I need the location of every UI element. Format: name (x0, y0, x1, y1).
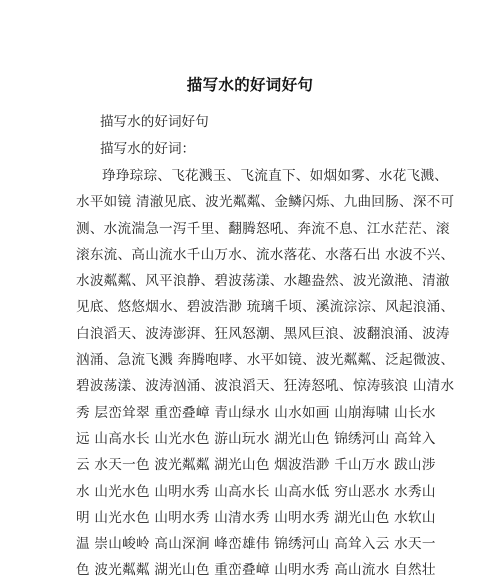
text-line: 温 崇山峻岭 高山深涧 峰峦雄伟 锦绣河山 高耸入云 水天一 (76, 536, 436, 553)
text-line: 水平如镜 清澈见底、波光粼粼、金鳞闪烁、九曲回肠、深不可 (76, 194, 455, 211)
text-line: 见底、悠悠烟水、碧波浩渺 琉璃千顷、溪流淙淙、风起浪涌、 (76, 299, 455, 316)
word-list-paragraph (76, 167, 455, 588)
subheading-paragraph: 描写水的好词： (100, 141, 196, 157)
text-line: 水波粼粼、风平浪静、碧波荡漾、水趣盎然、波光潋滟、清澈 (76, 273, 450, 290)
text-line: 云 水天一色 波光粼粼 湖光山色 烟波浩渺 千山万水 跋山涉 (76, 457, 436, 474)
page-title: 描写水的好词好句 (186, 76, 314, 94)
text-line: 汹涌、急流飞溅 奔腾咆哮、水平如镜、波光粼粼、泛起微波、 (76, 352, 455, 369)
text-line: 测、水流湍急一泻千里、翻腾怒吼、奔流不息、江水茫茫、滚 (76, 220, 450, 237)
text-line: 琤琤琮琮、飞花溅玉、飞流直下、如烟如雾、水花飞溅、 (102, 168, 449, 184)
text-line: 碧波荡漾、波涛汹涌、波浪滔天、狂涛怒吼、惊涛骇浪 山清水 (76, 378, 455, 395)
text-line: 秀 层峦耸翠 重峦叠嶂 青山绿水 山水如画 山崩海啸 山长水 (76, 404, 436, 421)
text-line: 远 山高水长 山光水色 游山玩水 湖光山色 锦绣河山 高耸入 (76, 430, 436, 447)
text-line: 水 山光水色 山明水秀 山高水长 山高水低 穷山恶水 水秀山 (76, 483, 436, 500)
text-line: 明 山光水色 山明水秀 山清水秀 山明水秀 湖光山色 水软山 (76, 509, 436, 526)
text-line: 滚东流、高山流水千山万水、流水落花、水落石出 水波不兴、 (76, 246, 455, 263)
intro-paragraph: 描写水的好词好句 (100, 114, 209, 130)
text-line: 色 波光粼粼 湖光山色 重峦叠嶂 山明水秀 高山流水 自然壮 (76, 562, 436, 579)
text-line: 白浪滔天、波涛澎湃、狂风怒潮、黑风巨浪、波翻浪涌、波涛 (76, 325, 450, 342)
